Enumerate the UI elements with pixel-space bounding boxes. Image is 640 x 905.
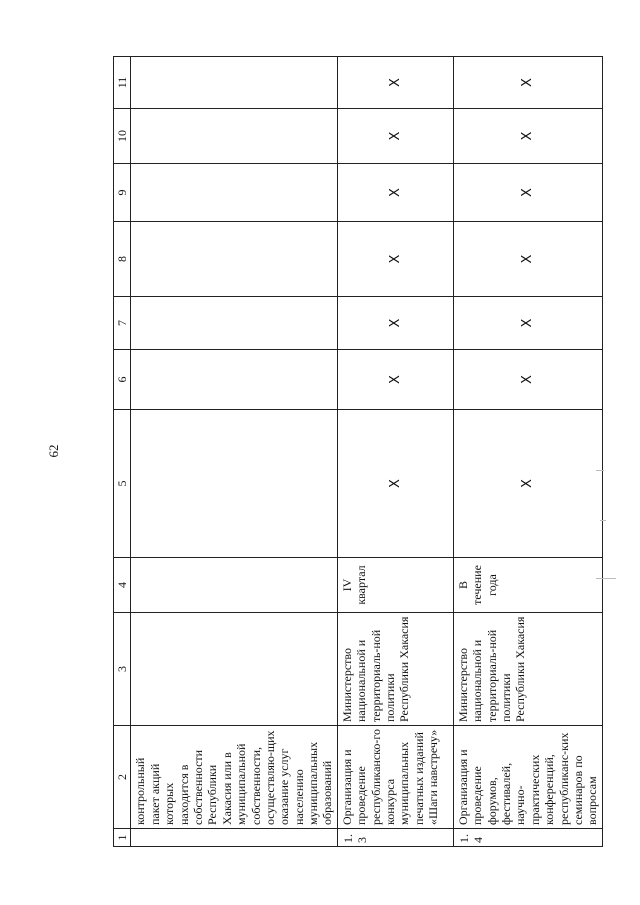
- table-row: [453, 57, 602, 847]
- value-cell: [131, 57, 337, 109]
- executor-cell: Министерство национальной и территориаль-ной политики Республики Хакасия: [453, 613, 602, 726]
- value-cell: X: [337, 57, 453, 109]
- page-number: 62: [46, 444, 61, 458]
- measure-cell: Организация и проведение форумов, фестивалей, научно-практических конференций, республиканс-ких семинаров по вопросам: [453, 726, 602, 829]
- value-cell: X: [453, 164, 602, 222]
- value-cell: X: [337, 350, 453, 410]
- table-row: [337, 57, 453, 847]
- value-cell: [131, 410, 337, 558]
- measure-cell: Организация и проведение республиканско-го конкурса муниципальных печатных изданий «Шаги навстречу»: [337, 726, 453, 829]
- row-number-cell: 1.4: [453, 829, 602, 847]
- value-cell: X: [453, 350, 602, 410]
- value-cell: X: [337, 222, 453, 297]
- column-header: 9: [114, 164, 131, 222]
- executor-cell: Министерство национальной и территориаль-ной политики Республики Хакасия: [337, 613, 453, 726]
- value-cell: [131, 350, 337, 410]
- value-cell: X: [453, 297, 602, 350]
- value-cell: X: [337, 109, 453, 164]
- value-cell: [131, 222, 337, 297]
- column-header: 8: [114, 222, 131, 297]
- column-header: 11: [114, 57, 131, 109]
- value-cell: X: [337, 410, 453, 558]
- column-header: 5: [114, 410, 131, 558]
- value-cell: X: [337, 164, 453, 222]
- plan-table: [113, 57, 600, 847]
- period-cell: В течение года: [453, 558, 602, 613]
- column-header: 3: [114, 613, 131, 726]
- row-number-cell: [131, 829, 337, 847]
- scan-mark: [600, 520, 606, 521]
- value-cell: X: [453, 57, 602, 109]
- value-cell: X: [453, 222, 602, 297]
- value-cell: [131, 109, 337, 164]
- executor-cell: [131, 613, 337, 726]
- column-header: 4: [114, 558, 131, 613]
- period-cell: [131, 558, 337, 613]
- column-header: 2: [114, 726, 131, 829]
- value-cell: X: [337, 297, 453, 350]
- column-header: 10: [114, 109, 131, 164]
- measure-cell: контрольный пакет акций которых находится в собственности Республики Хакасия или в муниципальной собственности, осуществляю-щих оказание услуг населению муниципальных образований: [131, 726, 337, 829]
- value-cell: X: [453, 109, 602, 164]
- scan-mark: [596, 578, 616, 579]
- column-header: 7: [114, 297, 131, 350]
- value-cell: X: [453, 410, 602, 558]
- column-header: 6: [114, 350, 131, 410]
- table-row: [131, 57, 337, 847]
- row-number-cell: 1.3: [337, 829, 453, 847]
- value-cell: [131, 297, 337, 350]
- period-cell: IV квартал: [337, 558, 453, 613]
- table-header-row: [114, 57, 131, 847]
- column-header: 1: [114, 829, 131, 847]
- scan-mark: [596, 470, 604, 471]
- value-cell: [131, 164, 337, 222]
